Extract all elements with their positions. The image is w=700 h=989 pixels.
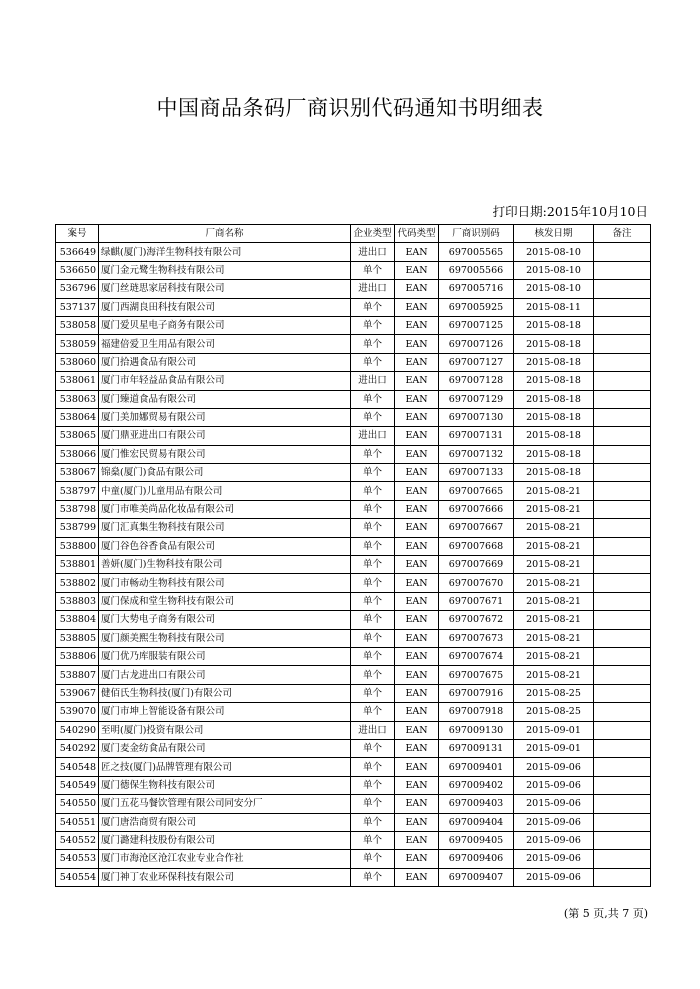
cell-company-name: 厦门市畅动生物科技有限公司 [99,574,351,592]
cell-company-name: 中童(厦门)儿童用品有限公司 [99,482,351,500]
cell-manufacturer-code: 697007665 [439,482,514,500]
cell-code-type: EAN [395,316,439,334]
cell-remarks [594,703,651,721]
cell-case-no: 538059 [56,335,99,353]
table-row [56,795,651,813]
cell-case-no: 538060 [56,353,99,371]
cell-manufacturer-code: 697009403 [439,795,514,813]
cell-issue-date: 2015-08-21 [514,482,594,500]
cell-manufacturer-code: 697005716 [439,280,514,298]
cell-enterprise-type: 单个 [351,390,395,408]
cell-issue-date: 2015-08-10 [514,243,594,261]
table-row [56,629,651,647]
cell-remarks [594,611,651,629]
table-row [56,464,651,482]
cell-case-no: 538807 [56,666,99,684]
table-row [56,445,651,463]
table-row [56,647,651,665]
cell-case-no: 538058 [56,316,99,334]
cell-manufacturer-code: 697007667 [439,519,514,537]
cell-issue-date: 2015-08-21 [514,556,594,574]
cell-manufacturer-code: 697007133 [439,464,514,482]
cell-case-no: 538805 [56,629,99,647]
cell-remarks [594,408,651,426]
cell-company-name: 厦门优乃库服装有限公司 [99,647,351,665]
cell-enterprise-type: 进出口 [351,280,395,298]
cell-enterprise-type: 单个 [351,850,395,868]
cell-enterprise-type: 单个 [351,831,395,849]
cell-enterprise-type: 单个 [351,537,395,555]
cell-enterprise-type: 进出口 [351,427,395,445]
cell-code-type: EAN [395,739,439,757]
cell-case-no: 540550 [56,795,99,813]
cell-company-name: 匠之技(厦门)品牌管理有限公司 [99,758,351,776]
cell-case-no: 540553 [56,850,99,868]
cell-company-name: 厦门金元鹭生物科技有限公司 [99,261,351,279]
cell-code-type: EAN [395,721,439,739]
cell-issue-date: 2015-09-06 [514,831,594,849]
table-row [56,831,651,849]
cell-case-no: 540554 [56,868,99,886]
cell-code-type: EAN [395,353,439,371]
cell-manufacturer-code: 697007916 [439,684,514,702]
cell-remarks [594,335,651,353]
cell-case-no: 540292 [56,739,99,757]
cell-code-type: EAN [395,298,439,316]
cell-issue-date: 2015-08-21 [514,666,594,684]
table-row [56,519,651,537]
cell-company-name: 厦门市海沧区沧江农业专业合作社 [99,850,351,868]
cell-manufacturer-code: 697007126 [439,335,514,353]
cell-case-no: 538806 [56,647,99,665]
cell-enterprise-type: 单个 [351,758,395,776]
cell-issue-date: 2015-08-21 [514,647,594,665]
cell-enterprise-type: 单个 [351,574,395,592]
cell-manufacturer-code: 697007669 [439,556,514,574]
cell-manufacturer-code: 697007675 [439,666,514,684]
cell-issue-date: 2015-08-21 [514,519,594,537]
cell-case-no: 538065 [56,427,99,445]
cell-company-name: 厦门唐浩商贸有限公司 [99,813,351,831]
cell-code-type: EAN [395,519,439,537]
table-row [56,739,651,757]
cell-company-name: 锦燊(厦门)食品有限公司 [99,464,351,482]
cell-enterprise-type: 单个 [351,316,395,334]
table-row [56,316,651,334]
table-row [56,850,651,868]
cell-issue-date: 2015-08-18 [514,353,594,371]
cell-enterprise-type: 单个 [351,684,395,702]
cell-enterprise-type: 单个 [351,298,395,316]
cell-remarks [594,795,651,813]
cell-manufacturer-code: 697009131 [439,739,514,757]
cell-enterprise-type: 单个 [351,666,395,684]
cell-case-no: 539067 [56,684,99,702]
cell-issue-date: 2015-09-06 [514,776,594,794]
cell-manufacturer-code: 697009404 [439,813,514,831]
cell-case-no: 537137 [56,298,99,316]
cell-code-type: EAN [395,280,439,298]
cell-remarks [594,243,651,261]
cell-remarks [594,850,651,868]
cell-code-type: EAN [395,500,439,518]
table-row [56,537,651,555]
table-row [56,427,651,445]
cell-enterprise-type: 单个 [351,776,395,794]
cell-remarks [594,445,651,463]
cell-remarks [594,519,651,537]
cell-manufacturer-code: 697005565 [439,243,514,261]
cell-remarks [594,868,651,886]
cell-case-no: 538064 [56,408,99,426]
cell-case-no: 538799 [56,519,99,537]
cell-case-no: 540290 [56,721,99,739]
cell-manufacturer-code: 697009402 [439,776,514,794]
cell-manufacturer-code: 697007674 [439,647,514,665]
cell-case-no: 538067 [56,464,99,482]
cell-company-name: 厦门市唯美尚品化妆品有限公司 [99,500,351,518]
cell-manufacturer-code: 697007132 [439,445,514,463]
cell-company-name: 厦门五花马餐饮管理有限公司同安分厂 [99,795,351,813]
cell-enterprise-type: 进出口 [351,721,395,739]
cell-remarks [594,574,651,592]
cell-company-name: 厦门美加娜贸易有限公司 [99,408,351,426]
table-row [56,243,651,261]
cell-enterprise-type: 单个 [351,795,395,813]
cell-remarks [594,592,651,610]
cell-issue-date: 2015-08-21 [514,592,594,610]
cell-remarks [594,390,651,408]
table-row [56,335,651,353]
cell-code-type: EAN [395,647,439,665]
col-header-issue-date: 核发日期 [514,225,594,243]
cell-case-no: 540549 [56,776,99,794]
cell-company-name: 厦门西湖良田科技有限公司 [99,298,351,316]
table-row [56,280,651,298]
cell-manufacturer-code: 697007128 [439,372,514,390]
cell-company-name: 厦门市坤上智能设备有限公司 [99,703,351,721]
cell-manufacturer-code: 697007125 [439,316,514,334]
cell-code-type: EAN [395,758,439,776]
cell-company-name: 厦门古龙进出口有限公司 [99,666,351,684]
cell-case-no: 539070 [56,703,99,721]
cell-remarks [594,721,651,739]
cell-case-no: 538801 [56,556,99,574]
cell-case-no: 538804 [56,611,99,629]
cell-issue-date: 2015-09-01 [514,721,594,739]
cell-issue-date: 2015-08-18 [514,316,594,334]
cell-case-no: 538061 [56,372,99,390]
cell-company-name: 善妍(厦门)生物科技有限公司 [99,556,351,574]
cell-issue-date: 2015-08-18 [514,445,594,463]
cell-manufacturer-code: 697007131 [439,427,514,445]
table-row [56,684,651,702]
cell-enterprise-type: 单个 [351,611,395,629]
cell-remarks [594,280,651,298]
cell-code-type: EAN [395,831,439,849]
cell-code-type: EAN [395,776,439,794]
cell-company-name: 厦门丝琏思家居科技有限公司 [99,280,351,298]
cell-manufacturer-code: 697009406 [439,850,514,868]
cell-manufacturer-code: 697009407 [439,868,514,886]
cell-company-name: 厦门市年轻益品食品有限公司 [99,372,351,390]
cell-company-name: 厦门神丁农业环保科技有限公司 [99,868,351,886]
col-header-code-type: 代码类型 [395,225,439,243]
cell-company-name: 厦门保成和堂生物科技有限公司 [99,592,351,610]
cell-issue-date: 2015-08-10 [514,261,594,279]
cell-code-type: EAN [395,592,439,610]
cell-code-type: EAN [395,629,439,647]
cell-issue-date: 2015-09-06 [514,758,594,776]
cell-remarks [594,813,651,831]
cell-case-no: 540552 [56,831,99,849]
cell-manufacturer-code: 697007918 [439,703,514,721]
cell-issue-date: 2015-08-18 [514,335,594,353]
cell-issue-date: 2015-08-25 [514,684,594,702]
cell-issue-date: 2015-08-21 [514,500,594,518]
cell-case-no: 538803 [56,592,99,610]
cell-company-name: 健佰氏生物科技(厦门)有限公司 [99,684,351,702]
table-row [56,482,651,500]
cell-enterprise-type: 单个 [351,482,395,500]
table-row [56,592,651,610]
cell-enterprise-type: 单个 [351,813,395,831]
print-date: 打印日期:2015年10月10日 [492,204,648,219]
cell-code-type: EAN [395,445,439,463]
cell-company-name: 厦门臻道食品有限公司 [99,390,351,408]
page-title: 中国商品条码厂商识别代码通知书明细表 [156,96,544,120]
cell-code-type: EAN [395,868,439,886]
cell-company-name: 厦门谷色谷香食品有限公司 [99,537,351,555]
cell-company-name: 厦门鼎亚进出口有限公司 [99,427,351,445]
cell-code-type: EAN [395,408,439,426]
cell-manufacturer-code: 697007668 [439,537,514,555]
cell-enterprise-type: 单个 [351,868,395,886]
table-row [56,758,651,776]
table-row [56,776,651,794]
cell-remarks [594,500,651,518]
cell-case-no: 536650 [56,261,99,279]
cell-case-no: 538797 [56,482,99,500]
cell-code-type: EAN [395,556,439,574]
cell-company-name: 厦门颜美熙生物科技有限公司 [99,629,351,647]
cell-remarks [594,298,651,316]
table-header-row [56,225,651,243]
cell-issue-date: 2015-09-06 [514,813,594,831]
cell-code-type: EAN [395,684,439,702]
cell-enterprise-type: 单个 [351,519,395,537]
cell-issue-date: 2015-08-18 [514,408,594,426]
cell-remarks [594,776,651,794]
table-row [56,813,651,831]
table-row [56,666,651,684]
cell-manufacturer-code: 697009130 [439,721,514,739]
cell-case-no: 540551 [56,813,99,831]
cell-remarks [594,427,651,445]
cell-company-name: 厦门德保生物科技有限公司 [99,776,351,794]
cell-manufacturer-code: 697007127 [439,353,514,371]
cell-case-no: 538063 [56,390,99,408]
cell-remarks [594,353,651,371]
cell-company-name: 至明(厦门)投资有限公司 [99,721,351,739]
table-row [56,611,651,629]
cell-code-type: EAN [395,611,439,629]
cell-case-no: 538798 [56,500,99,518]
cell-company-name: 厦门潞建科技股份有限公司 [99,831,351,849]
detail-table [55,224,651,887]
cell-issue-date: 2015-08-21 [514,629,594,647]
cell-issue-date: 2015-08-21 [514,611,594,629]
cell-code-type: EAN [395,703,439,721]
cell-remarks [594,758,651,776]
cell-code-type: EAN [395,464,439,482]
cell-remarks [594,464,651,482]
cell-case-no: 540548 [56,758,99,776]
cell-issue-date: 2015-08-18 [514,464,594,482]
cell-remarks [594,629,651,647]
table-row [56,721,651,739]
cell-case-no: 536649 [56,243,99,261]
cell-remarks [594,482,651,500]
cell-issue-date: 2015-08-10 [514,280,594,298]
cell-enterprise-type: 进出口 [351,372,395,390]
cell-code-type: EAN [395,850,439,868]
cell-issue-date: 2015-08-11 [514,298,594,316]
cell-code-type: EAN [395,427,439,445]
cell-issue-date: 2015-08-25 [514,703,594,721]
cell-company-name: 厦门爱贝星电子商务有限公司 [99,316,351,334]
cell-manufacturer-code: 697007130 [439,408,514,426]
cell-issue-date: 2015-09-06 [514,795,594,813]
cell-enterprise-type: 进出口 [351,243,395,261]
cell-code-type: EAN [395,335,439,353]
col-header-manufacturer-code: 厂商识别码 [439,225,514,243]
cell-code-type: EAN [395,795,439,813]
cell-enterprise-type: 单个 [351,261,395,279]
cell-code-type: EAN [395,574,439,592]
cell-case-no: 538800 [56,537,99,555]
cell-remarks [594,537,651,555]
cell-code-type: EAN [395,666,439,684]
cell-enterprise-type: 单个 [351,556,395,574]
cell-enterprise-type: 单个 [351,739,395,757]
cell-manufacturer-code: 697007666 [439,500,514,518]
cell-enterprise-type: 单个 [351,445,395,463]
cell-manufacturer-code: 697009405 [439,831,514,849]
cell-enterprise-type: 单个 [351,335,395,353]
table-row [56,353,651,371]
cell-company-name: 绿麒(厦门)海洋生物科技有限公司 [99,243,351,261]
page-footer: (第 5 页,共 7 页) [563,907,648,920]
cell-manufacturer-code: 697009401 [439,758,514,776]
cell-code-type: EAN [395,813,439,831]
table-row [56,500,651,518]
cell-remarks [594,261,651,279]
cell-manufacturer-code: 697007129 [439,390,514,408]
col-header-remarks: 备注 [594,225,651,243]
table-row [56,556,651,574]
cell-code-type: EAN [395,372,439,390]
cell-code-type: EAN [395,261,439,279]
cell-enterprise-type: 单个 [351,408,395,426]
col-header-case-no: 案号 [56,225,99,243]
cell-enterprise-type: 单个 [351,353,395,371]
table-row [56,390,651,408]
cell-company-name: 厦门汇真集生物科技有限公司 [99,519,351,537]
cell-enterprise-type: 单个 [351,592,395,610]
cell-remarks [594,372,651,390]
cell-enterprise-type: 单个 [351,647,395,665]
cell-issue-date: 2015-08-18 [514,427,594,445]
table-row [56,703,651,721]
cell-remarks [594,739,651,757]
cell-enterprise-type: 单个 [351,629,395,647]
cell-company-name: 厦门麦金纺食品有限公司 [99,739,351,757]
cell-remarks [594,556,651,574]
cell-enterprise-type: 单个 [351,703,395,721]
table-row [56,574,651,592]
cell-enterprise-type: 单个 [351,500,395,518]
cell-remarks [594,684,651,702]
cell-remarks [594,831,651,849]
col-header-company-name: 厂商名称 [99,225,351,243]
cell-case-no: 538802 [56,574,99,592]
table-row [56,408,651,426]
col-header-enterprise-type: 企业类型 [351,225,395,243]
cell-manufacturer-code: 697007671 [439,592,514,610]
cell-issue-date: 2015-08-21 [514,574,594,592]
cell-manufacturer-code: 697007670 [439,574,514,592]
cell-manufacturer-code: 697005925 [439,298,514,316]
cell-issue-date: 2015-09-06 [514,868,594,886]
cell-issue-date: 2015-08-18 [514,390,594,408]
cell-manufacturer-code: 697007672 [439,611,514,629]
cell-manufacturer-code: 697005566 [439,261,514,279]
cell-code-type: EAN [395,243,439,261]
cell-issue-date: 2015-08-18 [514,372,594,390]
cell-issue-date: 2015-08-21 [514,537,594,555]
cell-company-name: 厦门拾遇食品有限公司 [99,353,351,371]
cell-remarks [594,316,651,334]
cell-code-type: EAN [395,482,439,500]
cell-company-name: 福建倍爱卫生用品有限公司 [99,335,351,353]
table-row [56,372,651,390]
cell-enterprise-type: 单个 [351,464,395,482]
table-row [56,261,651,279]
cell-company-name: 厦门惟宏民贸易有限公司 [99,445,351,463]
cell-case-no: 538066 [56,445,99,463]
table-row [56,298,651,316]
cell-code-type: EAN [395,537,439,555]
cell-code-type: EAN [395,390,439,408]
cell-remarks [594,647,651,665]
cell-remarks [594,666,651,684]
cell-company-name: 厦门大势电子商务有限公司 [99,611,351,629]
cell-issue-date: 2015-09-01 [514,739,594,757]
cell-issue-date: 2015-09-06 [514,850,594,868]
cell-case-no: 536796 [56,280,99,298]
cell-manufacturer-code: 697007673 [439,629,514,647]
table-row [56,868,651,886]
